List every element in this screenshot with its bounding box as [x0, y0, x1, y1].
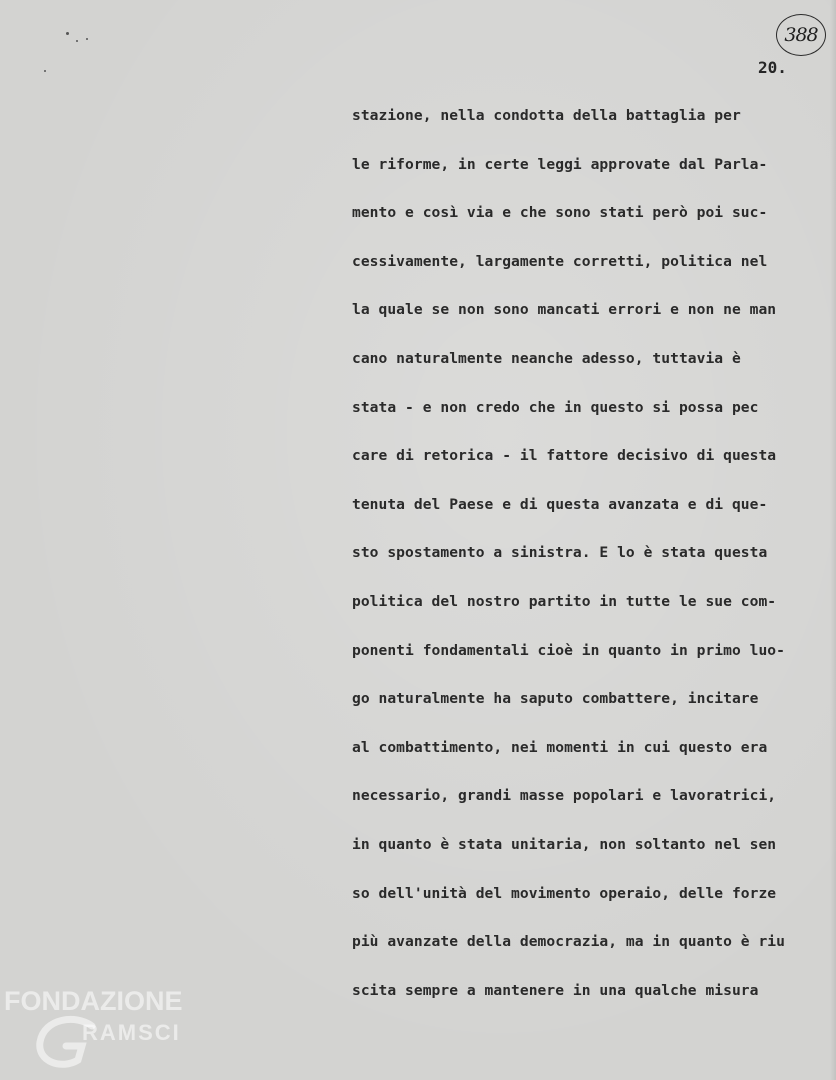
scan-speck [44, 70, 46, 72]
text-line: la quale se non sono mancati errori e non ne man [352, 301, 777, 319]
archive-watermark-logo [4, 986, 214, 1076]
page-edge-shadow [830, 0, 836, 1080]
text-line: mento e così via e che sono stati però poi suc- [352, 204, 768, 222]
text-line: al combattimento, nei momenti in cui questo era [352, 738, 768, 756]
text-line: cano naturalmente neanche adesso, tuttavia è [352, 349, 741, 367]
text-line: in quanto è stata unitaria, non soltanto nel sen [352, 835, 777, 853]
page-number: 20. [758, 58, 787, 77]
text-line: cessivamente, largamente corretti, politica nel [352, 252, 768, 270]
text-line: so dell'unità del movimento operaio, delle forze [352, 884, 777, 902]
text-line: scita sempre a mantenere in una qualche misura [352, 981, 759, 999]
text-line: go naturalmente ha saputo combattere, incitare [352, 690, 759, 708]
text-line: le riforme, in certe leggi approvate dal Parla- [352, 155, 768, 173]
text-line: sto spostamento a sinistra. E lo è stata questa [352, 544, 768, 562]
text-line: politica del nostro partito in tutte le sue com- [352, 592, 777, 610]
text-line: necessario, grandi masse popolari e lavoratrici, [352, 787, 777, 805]
scan-speck [76, 40, 78, 42]
scan-speck [66, 32, 69, 35]
scan-speck [86, 38, 88, 40]
folio-number-text: 388 [784, 24, 818, 46]
handwritten-folio-number [776, 14, 826, 56]
text-line: ponenti fondamentali cioè in quanto in primo luo- [352, 641, 785, 659]
watermark-line-1: FONDAZIONE [4, 986, 183, 1016]
text-line: stazione, nella condotta della battaglia per [352, 107, 741, 124]
watermark-line-2: RAMSCI [82, 1020, 181, 1045]
typed-text-block [352, 104, 785, 1027]
text-line: stata - e non credo che in questo si possa pec [352, 398, 759, 416]
text-line: più avanzate della democrazia, ma in quanto è riu [352, 933, 785, 951]
text-line: tenuta del Paese e di questa avanzata e di que- [352, 495, 768, 513]
text-line: care di retorica - il fattore decisivo di questa [352, 447, 777, 465]
